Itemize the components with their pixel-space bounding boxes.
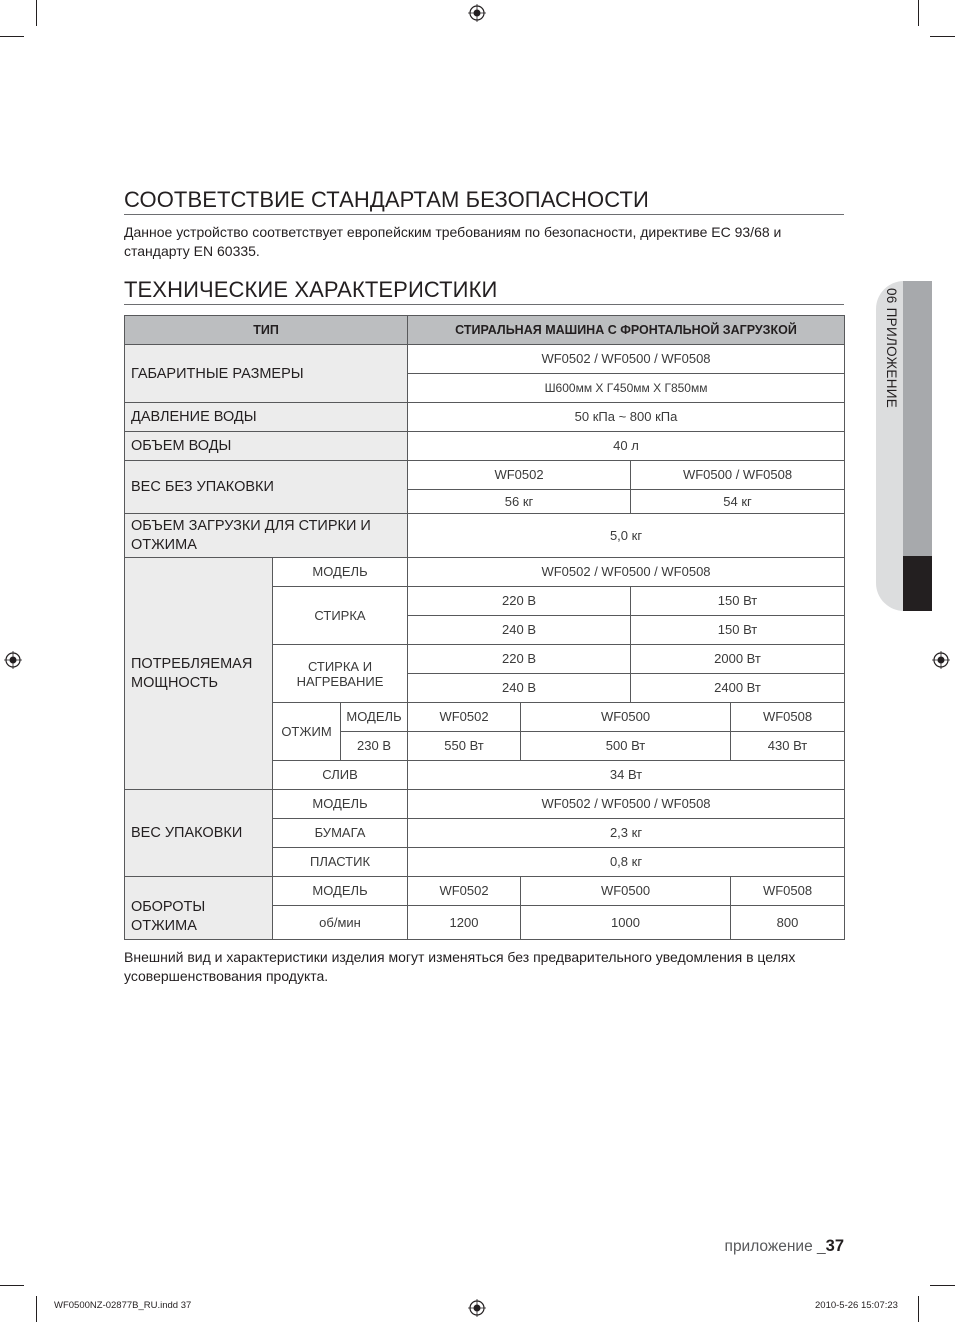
crop-mark <box>0 36 24 37</box>
slug-file: WF0500NZ-02877B_RU.indd 37 <box>54 1300 192 1311</box>
dims-size: Ш600мм X Г450мм X Г850мм <box>408 374 845 403</box>
crop-mark <box>918 0 919 26</box>
power-spin-watt-1: 550 Вт <box>408 732 521 761</box>
volume-value: 40 л <box>408 432 845 461</box>
packweight-models: WF0502 / WF0500 / WF0508 <box>408 790 845 819</box>
dims-models: WF0502 / WF0500 / WF0508 <box>408 345 845 374</box>
page-label: приложение _ <box>724 1238 826 1255</box>
crop-mark <box>36 0 37 26</box>
power-spin-model-1: WF0502 <box>408 703 521 732</box>
crop-mark <box>930 1285 955 1286</box>
weight-value-1: 56 кг <box>408 490 631 514</box>
power-spin-label: ОТЖИМ <box>273 703 341 761</box>
registration-mark-icon <box>468 1299 486 1317</box>
table-row <box>125 345 845 374</box>
specifications-title: ТЕХНИЧЕСКИЕ ХАРАКТЕРИСТИКИ <box>124 278 844 305</box>
power-models: WF0502 / WF0500 / WF0508 <box>408 558 845 587</box>
power-heat-watt-2: 2400 Вт <box>631 674 845 703</box>
header-type: ТИП <box>125 316 408 345</box>
power-wash-label: СТИРКА <box>273 587 408 645</box>
spin-rpm-3: 800 <box>731 906 845 940</box>
power-heat-label: СТИРКА И НАГРЕВАНИЕ <box>273 645 408 703</box>
weight-model-1: WF0502 <box>408 461 631 490</box>
power-spin-volt: 230 В <box>341 732 408 761</box>
safety-standards-title: СООТВЕТСТВИЕ СТАНДАРТАМ БЕЗОПАСНОСТИ <box>124 188 844 215</box>
safety-standards-text: Данное устройство соответствует европейским требованиям по безопасности, директиве EC 93/68 и стандарту EN 60335. <box>124 224 782 259</box>
power-spin-model-2: WF0500 <box>521 703 731 732</box>
power-spin-model-3: WF0508 <box>731 703 845 732</box>
power-heat-volt-2: 240 В <box>408 674 631 703</box>
crop-mark <box>930 36 955 37</box>
crop-mark <box>918 1296 919 1322</box>
table-row <box>125 558 845 587</box>
power-spin-model-label: МОДЕЛЬ <box>341 703 408 732</box>
table-row <box>125 432 845 461</box>
weight-value-2: 54 кг <box>631 490 845 514</box>
power-spin-watt-2: 500 Вт <box>521 732 731 761</box>
spin-rpm-label: об/мин <box>273 906 408 940</box>
power-drain-label: СЛИВ <box>273 761 408 790</box>
table-row <box>125 461 845 490</box>
specifications-table <box>124 315 845 940</box>
registration-mark-icon <box>468 4 486 22</box>
chapter-tab-label: 06 ПРИЛОЖЕНИЕ <box>884 288 899 409</box>
power-spin-watt-3: 430 Вт <box>731 732 845 761</box>
table-row <box>125 790 845 819</box>
packweight-plastic-value: 0,8 кг <box>408 848 845 877</box>
power-wash-volt-2: 240 В <box>408 616 631 645</box>
crop-mark <box>36 1296 37 1322</box>
registration-mark-icon <box>932 651 950 669</box>
page-number-value: 37 <box>825 1237 844 1255</box>
spin-rpm-1: 1200 <box>408 906 521 940</box>
spin-model-1: WF0502 <box>408 877 521 906</box>
spin-rpm-2: 1000 <box>521 906 731 940</box>
packweight-plastic-label: ПЛАСТИК <box>273 848 408 877</box>
header-value: СТИРАЛЬНАЯ МАШИНА С ФРОНТАЛЬНОЙ ЗАГРУЗКОЙ <box>408 316 845 345</box>
power-model-label: МОДЕЛЬ <box>273 558 408 587</box>
table-row <box>125 877 845 906</box>
spin-model-3: WF0508 <box>731 877 845 906</box>
footer-note: Внешний вид и характеристики изделия могут изменяться без предварительного уведомления в целях усовершенствования продукта. <box>124 949 796 984</box>
packweight-paper-value: 2,3 кг <box>408 819 845 848</box>
pressure-value: 50 кПа ~ 800 кПа <box>408 403 845 432</box>
spin-label: ОБОРОТЫ ОТЖИМА <box>125 877 273 940</box>
packweight-paper-label: БУМАГА <box>273 819 408 848</box>
weight-label: ВЕС БЕЗ УПАКОВКИ <box>125 461 408 514</box>
power-wash-watt-2: 150 Вт <box>631 616 845 645</box>
crop-mark <box>0 1285 24 1286</box>
table-row <box>125 403 845 432</box>
table-row <box>125 514 845 558</box>
load-value: 5,0 кг <box>408 514 845 558</box>
power-heat-volt-1: 220 В <box>408 645 631 674</box>
packweight-label: ВЕС УПАКОВКИ <box>125 790 273 877</box>
chapter-tab-band <box>903 281 932 556</box>
spin-model-2: WF0500 <box>521 877 731 906</box>
power-label: ПОТРЕБЛЯЕМАЯ МОЩНОСТЬ <box>125 558 273 790</box>
weight-model-2: WF0500 / WF0508 <box>631 461 845 490</box>
registration-mark-icon <box>4 651 22 669</box>
power-wash-watt-1: 150 Вт <box>631 587 845 616</box>
chapter-tab-marker <box>903 556 932 611</box>
load-label: ОБЪЕМ ЗАГРУЗКИ ДЛЯ СТИРКИ И ОТЖИМА <box>125 514 408 558</box>
pressure-label: ДАВЛЕНИЕ ВОДЫ <box>125 403 408 432</box>
power-drain-value: 34 Вт <box>408 761 845 790</box>
packweight-model-label: МОДЕЛЬ <box>273 790 408 819</box>
page-number <box>725 1237 844 1256</box>
slug-datetime: 2010-5-26 15:07:23 <box>815 1300 898 1311</box>
table-row <box>125 316 845 345</box>
spin-model-label: МОДЕЛЬ <box>273 877 408 906</box>
volume-label: ОБЪЕМ ВОДЫ <box>125 432 408 461</box>
dims-label: ГАБАРИТНЫЕ РАЗМЕРЫ <box>125 345 408 403</box>
power-wash-volt-1: 220 В <box>408 587 631 616</box>
power-heat-watt-1: 2000 Вт <box>631 645 845 674</box>
